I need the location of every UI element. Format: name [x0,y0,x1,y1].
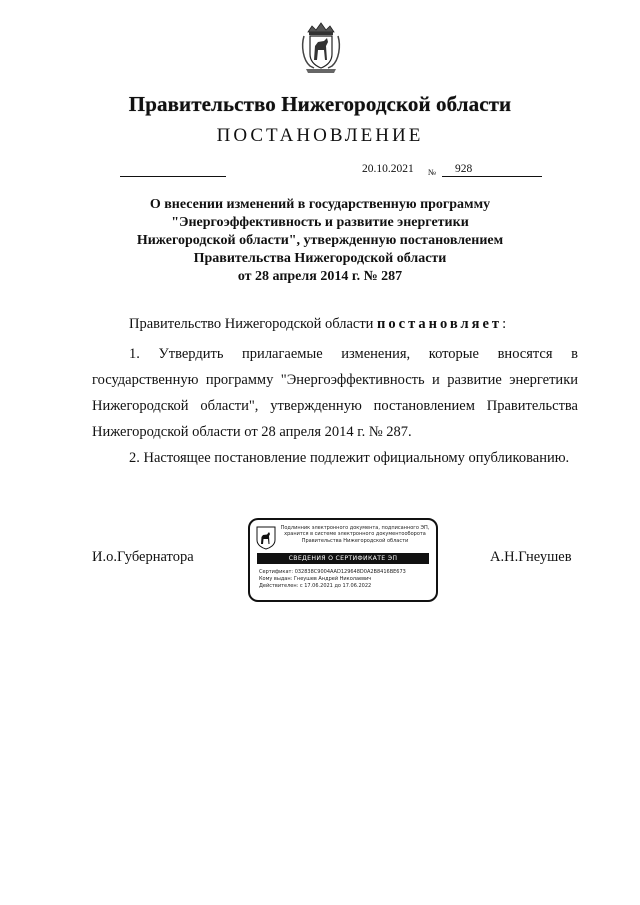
document-type-title: ПОСТАНОВЛЕНИЕ [216,125,424,146]
coat-of-arms-emblem [300,20,342,74]
certificate-info-bar: СВЕДЕНИЯ О СЕРТИФИКАТЕ ЭП [257,553,429,564]
stamp-header [280,525,430,544]
stamp-header-line: Правительства Нижегородской области [301,537,409,544]
decree-item-2: 2. Настоящее постановление подлежит официальному опубликованию. [129,450,570,466]
decree-items [92,341,578,471]
electronic-signature-stamp [248,518,438,602]
certificate-line: Кому выдан: Гнеушев Андрей Николаевич [259,576,372,583]
decree-item-1: 1. Утвердить прилагаемые изменения, которые вносятся в государственную программу "Энергоэффективность и развитие энергетики Нижегородской области", утвержденную постановлением Правительства Нижегородской области от 28 апреля 2014 г. № 287. [92,346,578,440]
intro-text: Правительство Нижегородской области [129,316,374,332]
government-title: Правительство Нижегородской области [128,92,512,116]
certificate-details [259,569,406,591]
certificate-line: Действителен: с 17.06.2021 до 17.06.2022 [259,583,372,590]
decree-intro [92,316,615,333]
document-subject [0,196,640,286]
certificate-line: Сертификат: 032838C9004AAD129648D0A2B8416BE673 [259,569,406,575]
number-underline [442,176,542,177]
stamp-header-line: Подлинник электронного документа, подписанного ЭП, [280,525,430,531]
date-underline-left [120,176,226,177]
document-number: 928 [455,163,473,175]
subject-line: "Энергоэффективность и развитие энергетики [171,215,469,230]
decree-colon: : [502,316,507,332]
signatory-position: И.о.Губернатора [92,549,194,565]
subject-line: Правительства Нижегородской области [193,251,447,266]
stamp-header-line: хранится в системе электронного документооборота [284,531,426,538]
number-sign: № [428,167,437,177]
decree-word: постановляет [377,316,503,332]
document-date: 20.10.2021 [362,163,414,175]
signatory-name: А.Н.Гнеушев [490,549,572,565]
region-deer-icon [256,526,276,550]
subject-line: Нижегородской области", утвержденную постановлением [136,233,504,248]
subject-line: О внесении изменений в государственную программу [149,197,491,212]
subject-line: от 28 апреля 2014 г. № 287 [237,269,403,284]
